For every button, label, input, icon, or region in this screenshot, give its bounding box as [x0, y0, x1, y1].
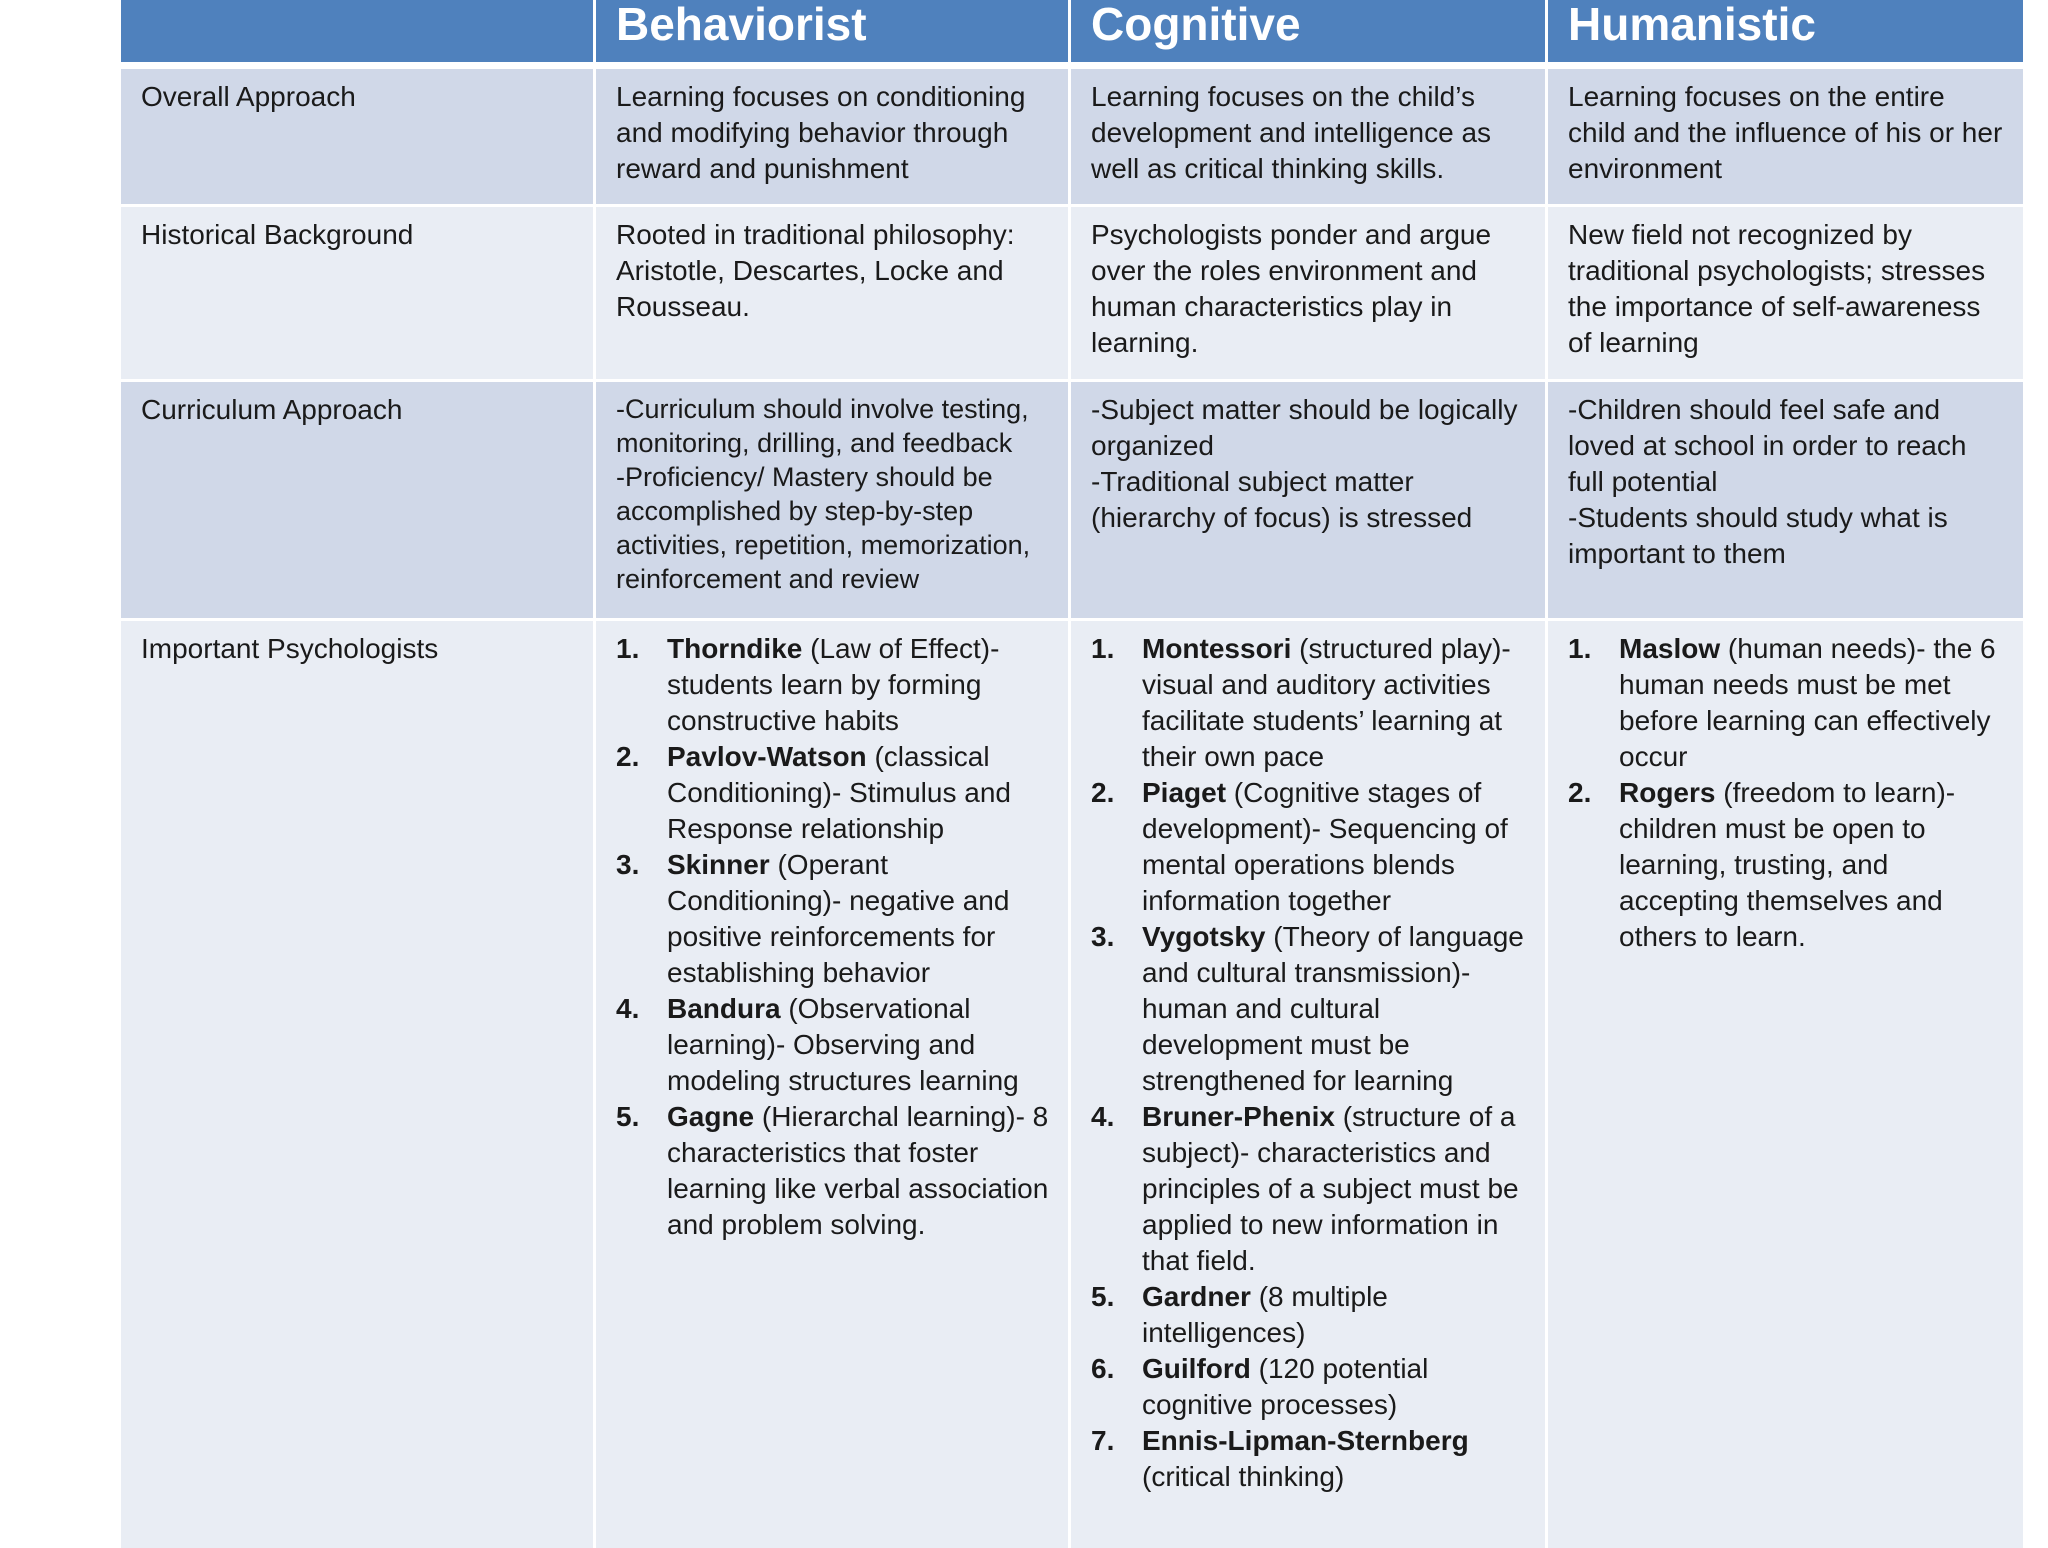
list-item-body [1142, 631, 1527, 775]
psychologist-description: (Operant Conditioning)- negative and positive reinforcements for establishing behavior [667, 849, 1010, 988]
overall-humanistic-cell: Learning focuses on the entire child and the influence of his or her environment [1548, 69, 2023, 204]
psychologist-name: Gagne [667, 1101, 755, 1132]
list-item-number: 2. [1091, 777, 1115, 808]
psychologist-description: (critical thinking) [1142, 1461, 1345, 1492]
list-item-number: 5. [616, 1101, 640, 1132]
behaviorist-psychologist-list [616, 631, 1050, 1243]
psychologist-description: (freedom to learn)- children must be open to learning, trusting, and accepting themselves and others to learn. [1619, 777, 1956, 952]
list-item-body [1619, 631, 2005, 775]
list-item-body [667, 991, 1050, 1099]
psychologist-name: Piaget [1142, 777, 1227, 808]
psychologist-list-item [616, 991, 1050, 1099]
psychologist-name: Ennis-Lipman-Sternberg [1142, 1425, 1469, 1456]
psychologist-name: Pavlov-Watson [667, 741, 867, 772]
list-item-body [667, 739, 1050, 847]
psychologist-description: (structured play)- visual and auditory activities facilitate students’ learning at their own pace [1142, 633, 1511, 772]
history-behaviorist-cell: Rooted in traditional philosophy: Aristotle, Descartes, Locke and Rousseau. [596, 207, 1068, 379]
psychologist-list-item [1091, 631, 1527, 775]
psychologist-name: Bruner-Phenix [1142, 1101, 1335, 1132]
psychologist-description: (8 multiple intelligences) [1142, 1281, 1388, 1348]
psychologist-description: (120 potential cognitive processes) [1142, 1353, 1429, 1420]
psychologist-list-item [616, 631, 1050, 739]
overall-cognitive-cell: Learning focuses on the child’s development and intelligence as well as critical thinking skills. [1071, 69, 1545, 204]
psychologist-list-item [1091, 1099, 1527, 1279]
list-item-body [1142, 1099, 1527, 1279]
header-behaviorist: Behaviorist [596, 0, 1068, 66]
curriculum-cognitive-cell: -Subject matter should be logically organized -Traditional subject matter (hierarchy of focus) is stressed [1071, 382, 1545, 618]
psychologist-list-item [1568, 631, 2005, 775]
header-cognitive: Cognitive [1071, 0, 1545, 66]
psychologist-description: (Cognitive stages of development)- Sequencing of mental operations blends information together [1142, 777, 1508, 916]
psychologists-behaviorist-cell [596, 621, 1068, 1548]
list-item-number: 7. [1091, 1425, 1115, 1456]
psychologist-name: Montessori [1142, 633, 1292, 664]
psychologist-name: Bandura [667, 993, 781, 1024]
header-humanistic: Humanistic [1548, 0, 2023, 66]
psychologist-description: (Law of Effect)- students learn by forming constructive habits [667, 633, 1000, 736]
psychologist-name: Skinner [667, 849, 770, 880]
list-item-body [667, 847, 1050, 991]
psychologist-description: (classical Conditioning)- Stimulus and Response relationship [667, 741, 1011, 844]
list-item-number: 3. [1091, 921, 1115, 952]
psychologist-list-item [1091, 1423, 1527, 1495]
list-item-number: 4. [616, 993, 640, 1024]
psychologist-list-item [1091, 1351, 1527, 1423]
psychologist-list-item [616, 847, 1050, 991]
psychologist-list-item [1091, 919, 1527, 1099]
psychologist-description: (structure of a subject)- characteristics and principles of a subject must be applied to new information in that field. [1142, 1101, 1519, 1276]
list-item-number: 1. [1091, 633, 1115, 664]
psychologists-humanistic-cell [1548, 621, 2023, 1548]
cognitive-psychologist-list [1091, 631, 1527, 1495]
psychologist-list-item [1568, 775, 2005, 955]
row-label-historical-background: Historical Background [121, 207, 593, 379]
psychologist-name: Gardner [1142, 1281, 1251, 1312]
psychologist-description: (Theory of language and cultural transmission)- human and cultural development must be strengthened for learning [1142, 921, 1524, 1096]
psychologist-name: Rogers [1619, 777, 1716, 808]
psychologist-name: Vygotsky [1142, 921, 1266, 952]
list-item-body [1142, 775, 1527, 919]
overall-behaviorist-cell: Learning focuses on conditioning and modifying behavior through reward and punishment [596, 69, 1068, 204]
list-item-number: 2. [1568, 777, 1592, 808]
row-label-important-psychologists: Important Psychologists [121, 621, 593, 1548]
psychologist-description: (Hierarchal learning)- 8 characteristics that foster learning like verbal association and problem solving. [667, 1101, 1049, 1240]
curriculum-humanistic-cell: -Children should feel safe and loved at school in order to reach full potential -Students should study what is important to them [1548, 382, 2023, 618]
psychologist-list-item [616, 739, 1050, 847]
psychologist-name: Maslow [1619, 633, 1721, 664]
psychologist-name: Thorndike [667, 633, 803, 664]
list-item-body [1142, 919, 1527, 1099]
humanistic-psychologist-list [1568, 631, 2005, 955]
row-label-curriculum-approach: Curriculum Approach [121, 382, 593, 618]
list-item-number: 4. [1091, 1101, 1115, 1132]
list-item-number: 6. [1091, 1353, 1115, 1384]
psychologists-cognitive-cell [1071, 621, 1545, 1548]
curriculum-behaviorist-cell: -Curriculum should involve testing, monitoring, drilling, and feedback -Proficiency/ Mastery should be accomplished by step-by-step activities, repetition, memorization, reinforcement and review [596, 382, 1068, 618]
list-item-number: 2. [616, 741, 640, 772]
list-item-number: 3. [616, 849, 640, 880]
list-item-body [1619, 775, 2005, 955]
list-item-body [667, 631, 1050, 739]
comparison-table [121, 0, 2014, 1536]
list-item-body [1142, 1423, 1527, 1495]
list-item-number: 1. [616, 633, 640, 664]
list-item-body [1142, 1279, 1527, 1351]
psychologist-list-item [1091, 775, 1527, 919]
row-label-overall-approach: Overall Approach [121, 69, 593, 204]
psychologist-name: Guilford [1142, 1353, 1251, 1384]
history-humanistic-cell: New field not recognized by traditional psychologists; stresses the importance of self-awareness of learning [1548, 207, 2023, 379]
list-item-body [1142, 1351, 1527, 1423]
psychologist-list-item [616, 1099, 1050, 1243]
list-item-number: 1. [1568, 633, 1592, 664]
psychologist-description: (Observational learning)- Observing and modeling structures learning [667, 993, 1019, 1096]
list-item-number: 5. [1091, 1281, 1115, 1312]
header-corner-cell [121, 0, 593, 66]
list-item-body [667, 1099, 1050, 1243]
history-cognitive-cell: Psychologists ponder and argue over the roles environment and human characteristics play in learning. [1071, 207, 1545, 379]
psychologist-description: (human needs)- the 6 human needs must be met before learning can effectively occur [1619, 633, 1996, 772]
psychologist-list-item [1091, 1279, 1527, 1351]
